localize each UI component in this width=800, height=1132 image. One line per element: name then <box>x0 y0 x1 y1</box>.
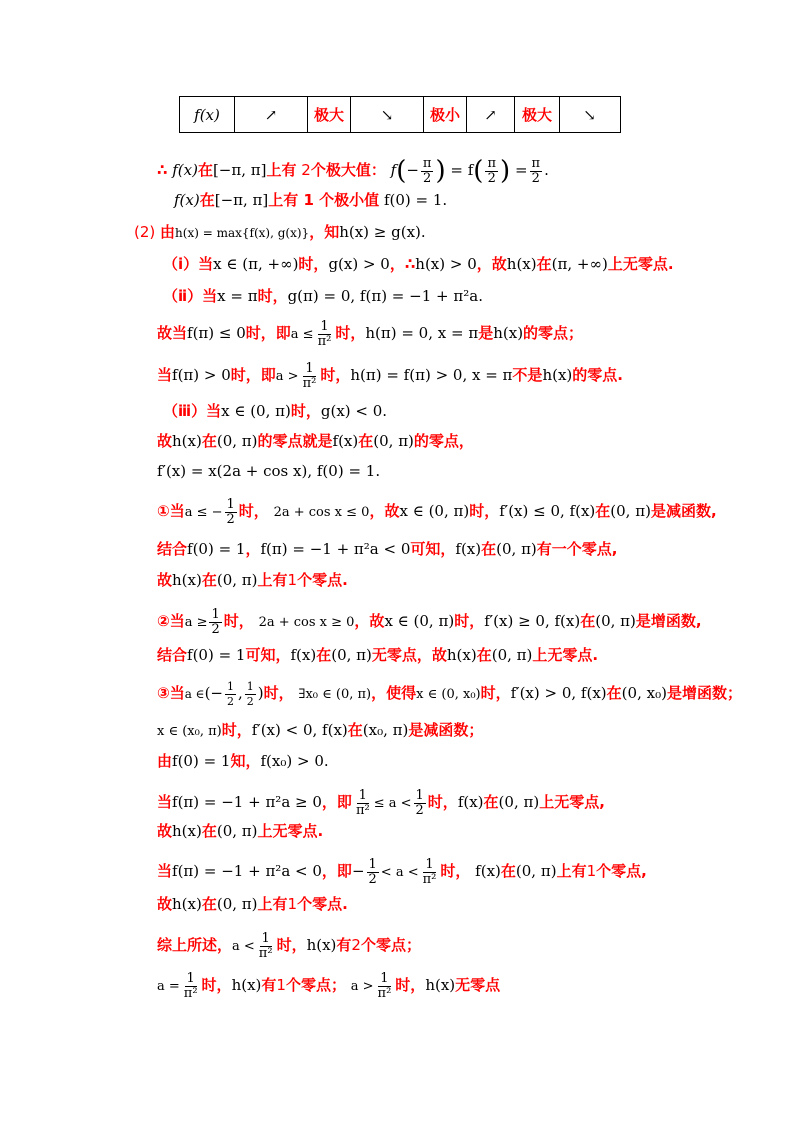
table-cell: 极大 <box>308 97 351 132</box>
text-line: f(x)在[−π, π]上有 1 个极小值 f(0) = 1. <box>174 191 448 209</box>
table-cell: ↗ <box>235 97 308 132</box>
text-line: x ∈ (x₀, π)时，f′(x) < 0, f(x)在(x₀, π)是减函数； <box>157 721 484 739</box>
table-cell: ↘ <box>351 97 424 132</box>
text-line: a = $\frac{1}{\text{π²}}$ 时，h(x)有1个零点； a > $\frac{1}{\text{π²}}$ 时，h(x)无零点 <box>157 970 501 1001</box>
text-line: （ⅰ）当x ∈ (π, +∞)时，g(x) > 0，∴h(x) > 0，故h(x)在(π, +∞)上无零点. <box>163 255 674 273</box>
table-cell: ↘ <box>583 105 596 124</box>
table-cell: 极大 <box>515 97 560 132</box>
text-line: 当f(π) > 0时，即a > $\frac{1}{\text{π²}}$ 时，h(π) = f(π) > 0, x = π不是h(x)的零点. <box>157 360 623 391</box>
text-line: 故h(x)在(0, π)的零点就是f(x)在(0, π)的零点， <box>157 432 474 450</box>
text-line: ②当a ≥ $\frac{1}{2}$ 时， 2a + cos x ≥ 0，故x ∈ (0, π)时，f′(x) ≥ 0, f(x)在(0, π)是增函数, <box>157 606 702 637</box>
sign-table <box>179 96 621 133</box>
text-line: ①当a ≤ − $\frac{1}{2}$ 时， 2a + cos x ≤ 0，故x ∈ (0, π)时，f′(x) ≤ 0, f(x)在(0, π)是减函数, <box>157 496 717 527</box>
text-line: ∴ f(x)在[−π, π]上有 2个极大值： f(− $\frac{\pi}{2}$ ) = f( $\frac{\pi}{2}$ ) = $\frac{\pi}{2}$ . <box>157 155 549 186</box>
text-line: f′(x) = x(2a + cos x), f(0) = 1. <box>157 462 381 480</box>
text-line: 结合f(0) = 1可知，f(x)在(0, π)无零点，故h(x)在(0, π)上无零点. <box>157 646 599 664</box>
table-cell: ↗ <box>467 97 515 132</box>
text-line: 当f(π) = −1 + π²a ≥ 0，即 $\frac{1}{\text{π²}}$ ≤ a < $\frac{1}{2}$ 时，f(x)在(0, π)上无零点, <box>157 787 605 818</box>
text-line: 由f(0) = 1知，f(x₀) > 0. <box>157 752 329 770</box>
text-line: 故当f(π) ≤ 0时，即a ≤ $\frac{1}{\text{π²}}$ 时，h(π) = 0, x = π是h(x)的零点； <box>157 318 584 349</box>
text-line: ③当a ∈(− $\frac{1}{2}$ , $\frac{1}{2}$ )时， ∃x₀ ∈ (0, π)，使得x ∈ (0, x₀)时，f′(x) > 0, f(x)在(0, x₀)是增函数； <box>157 679 742 708</box>
text-line: (2) 由h(x) = max{f(x), g(x)}，知h(x) ≥ g(x). <box>134 223 426 241</box>
text-line: 故h(x)在(0, π)上有1个零点. <box>157 895 348 913</box>
text-line: （ⅱ）当x = π时，g(π) = 0, f(π) = −1 + π²a. <box>163 287 483 305</box>
text-line: 故h(x)在(0, π)上无零点. <box>157 822 324 840</box>
table-cell: f(x) <box>180 97 235 132</box>
text-line: （ⅲ）当x ∈ (0, π)时，g(x) < 0. <box>163 402 388 420</box>
text-line: 结合f(0) = 1，f(π) = −1 + π²a < 0可知，f(x)在(0, π)有一个零点, <box>157 540 618 558</box>
text-line: 当f(π) = −1 + π²a < 0，即− $\frac{1}{2}$ < a < $\frac{1}{\text{π²}}$ 时， f(x)在(0, π)上有1个零点, <box>157 856 647 887</box>
text-line: 综上所述，a < $\frac{1}{\text{π²}}$ 时，h(x)有2个零点； <box>157 930 421 961</box>
table-cell: 极小 <box>424 97 467 132</box>
text-line: 故h(x)在(0, π)上有1个零点. <box>157 571 348 589</box>
